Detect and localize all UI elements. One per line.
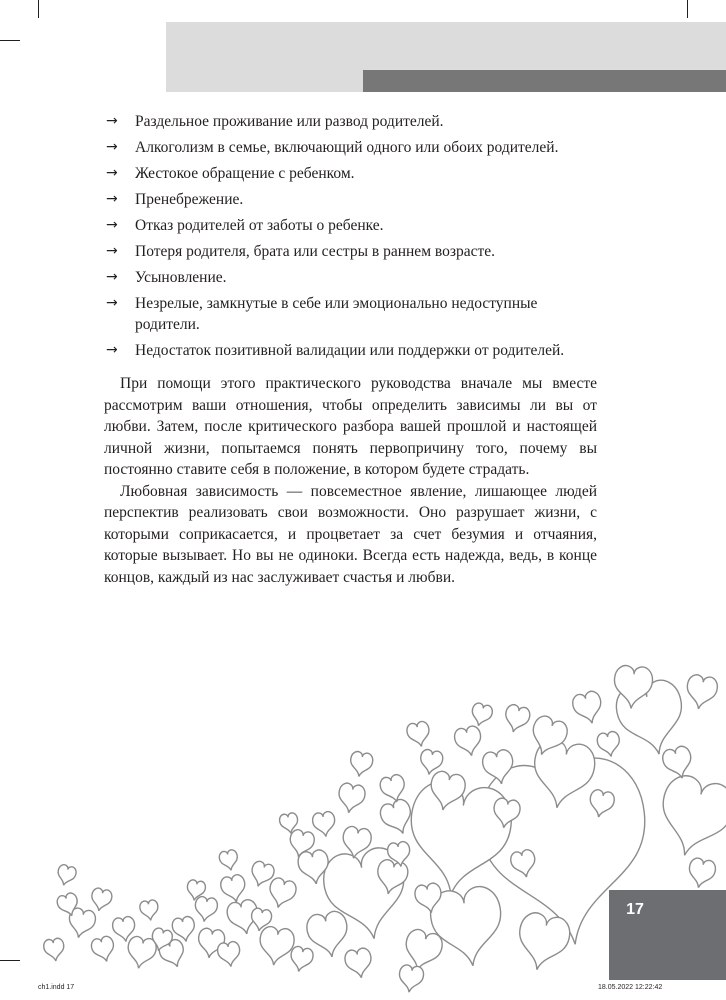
heart-icon — [453, 725, 484, 759]
list-item-text: Недостаток позитивной валидации или поддержки от родителей. — [135, 342, 565, 359]
heart-icon — [90, 935, 118, 964]
heart-icon — [89, 887, 113, 913]
heart-icon — [596, 731, 622, 759]
heart-icon — [193, 896, 218, 923]
heart-icon — [344, 947, 375, 980]
heart-icon — [571, 689, 606, 726]
heart-icon — [397, 964, 424, 994]
heart-icon — [55, 864, 78, 888]
heart-icon — [684, 673, 719, 711]
heart-icon — [219, 873, 248, 904]
list-item-text: Потеря родителя, брата или сестры в раннем возрасте. — [135, 243, 495, 260]
heart-icon — [218, 849, 240, 872]
heart-icon — [43, 938, 66, 963]
arrow-right-icon: → — [106, 165, 118, 181]
arrow-right-icon: → — [106, 191, 118, 207]
heart-icon — [406, 720, 433, 748]
heart-icon — [469, 702, 494, 729]
heart-icon — [651, 771, 726, 864]
list-item-text: Алкоголизм в семье, включающий одного или обоих родителей. — [135, 139, 559, 156]
heart-icon — [217, 941, 242, 968]
arrow-right-icon: → — [106, 139, 118, 155]
heart-icon — [512, 910, 572, 975]
heart-icon — [288, 945, 315, 973]
paragraph: При помощи этого практического руководства вначале мы вместе рассмотрим ваши отношения, чтобы определить зависимы ли вы от любви. Затем, после критического разбора вашей прошлой и настоящей личной жизни, попытаемся понять первопричину того, почему вы постоянно ставите себя в положение, в котором будете страдать. — [104, 375, 597, 478]
heart-icon — [257, 925, 296, 967]
page-number-box — [609, 890, 726, 980]
heart-icon — [312, 811, 337, 838]
heart-icon — [348, 751, 374, 779]
arrow-right-icon: → — [106, 243, 118, 259]
list-item-text: Усыновление. — [135, 269, 227, 286]
heart-icon — [265, 876, 298, 911]
heart-icon — [139, 899, 160, 921]
list-item-text: Жестокое обращение с ребенком. — [135, 165, 355, 182]
list-item-text: Раздельное проживание или развод родителей. — [135, 113, 444, 130]
arrow-right-icon: → — [106, 217, 118, 233]
list-item-text: Пренебрежение. — [135, 191, 244, 208]
list-item-text: Незрелые, замкнутые в себе или эмоционально недоступные родители. — [135, 295, 538, 333]
heart-icon — [336, 782, 367, 815]
slug-filename: ch1.indd 17 — [38, 984, 75, 991]
heart-icon — [125, 935, 158, 970]
heart-icon — [686, 857, 717, 891]
slug-timestamp: 18.05.2022 12:22:42 — [598, 984, 663, 991]
arrow-right-icon: → — [106, 113, 118, 129]
arrow-right-icon: → — [106, 295, 118, 311]
paragraph: Любовная зависимость — повсеместное явление, лишающее людей перспектив реализовать свои возможности. Оно разрушает жизни, с которыми соприкасается, и процветает за счет безумия и отчаяния, которые вызывает. Но вы не одиноки. Всегда есть надежда, ведь, в конце концов, каждый из нас заслуживает счастья и любви. — [104, 482, 597, 586]
heart-icon — [502, 703, 532, 735]
page-number: 17 — [626, 901, 644, 918]
arrow-right-icon: → — [106, 269, 118, 285]
list-item-text: Отказ родителей от заботы о ребенке. — [135, 217, 384, 234]
arrow-right-icon: → — [106, 342, 118, 358]
